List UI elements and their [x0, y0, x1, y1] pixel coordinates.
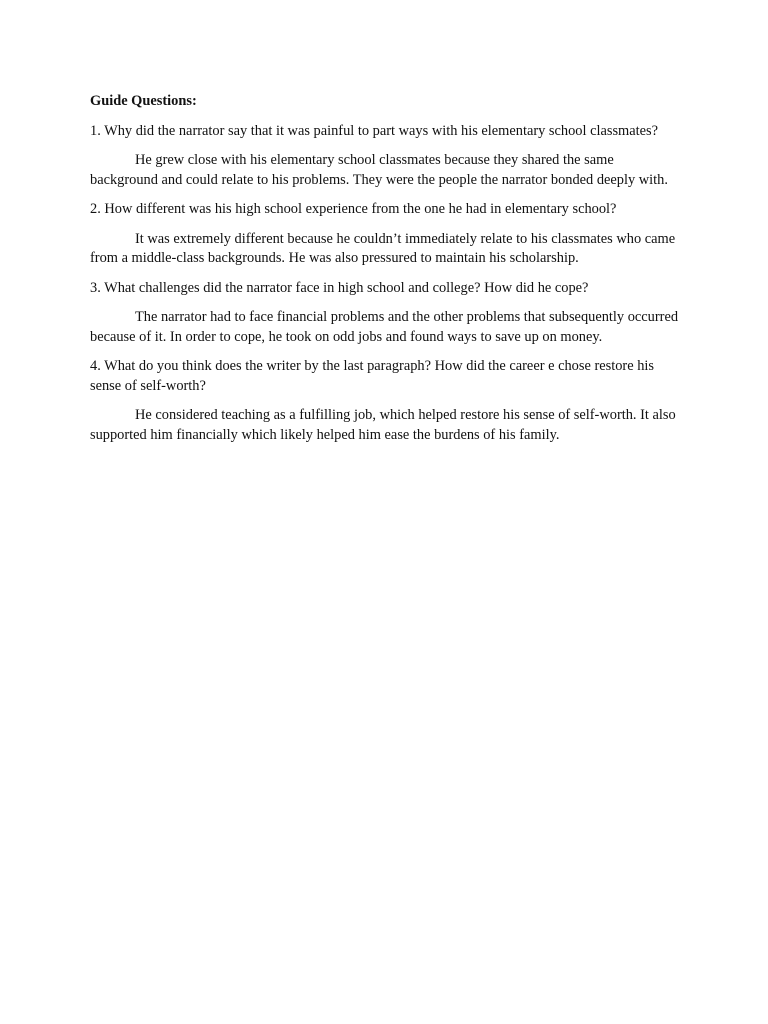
question-4: 4. What do you think does the writer by the last paragraph? How did the career e chose restore his sense of self-worth? [90, 358, 654, 394]
document-page [90, 92, 682, 455]
question-3: 3. What challenges did the narrator face in high school and college? How did he cope? [90, 279, 589, 296]
document-heading: Guide Questions: [90, 93, 197, 109]
answer-3: The narrator had to face financial problems and the other problems that subsequently occurred because of it. In order to cope, he took on odd jobs and found ways to save up on money. [90, 309, 679, 345]
answer-4: He considered teaching as a fulfilling job, which helped restore his sense of self-worth. It also supported him financially which likely helped him ease the burdens of his family. [90, 407, 676, 443]
question-2: 2. How different was his high school experience from the one he had in elementary school? [90, 201, 617, 217]
answer-2: It was extremely different because he couldn’t immediately relate to his classmates who came from a middle-class backgrounds. He was also pressured to maintain his scholarship. [90, 230, 676, 266]
answer-1: He grew close with his elementary school classmates because they shared the same background and could relate to his problems. They were the people the narrator bonded deeply with. [90, 152, 668, 188]
question-1: 1. Why did the narrator say that it was painful to part ways with his elementary school classmates? [90, 122, 659, 139]
